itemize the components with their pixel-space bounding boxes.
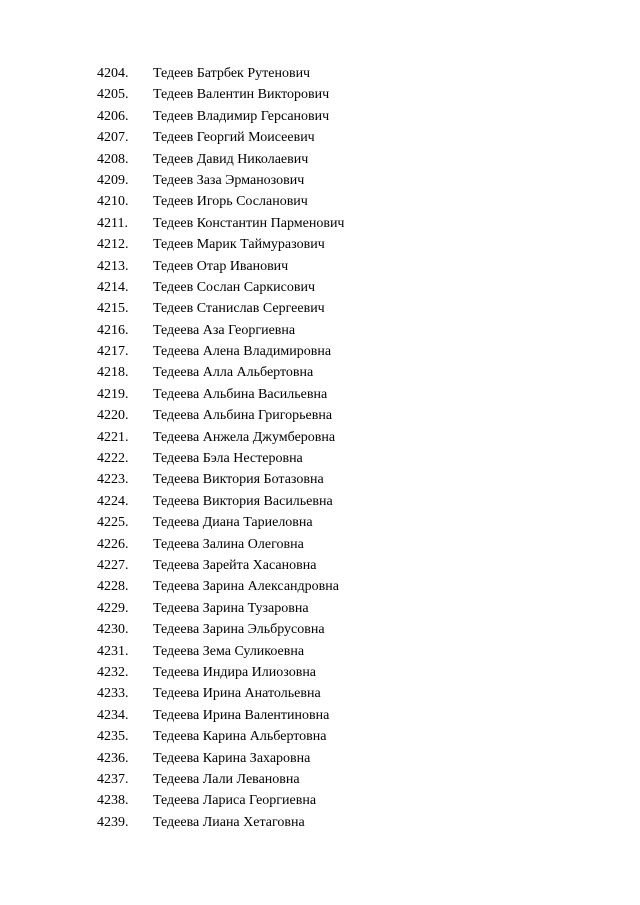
list-item (97, 191, 577, 212)
entry-number: 4232. (97, 664, 129, 680)
list-item (97, 277, 577, 298)
entry-number: 4239. (97, 814, 129, 830)
entry-name: Тедеева Индира Илиозовна (153, 664, 317, 680)
entry-name: Тедеев Игорь Сосланович (153, 194, 308, 210)
entry-number: 4213. (97, 258, 129, 274)
entry-number: 4225. (97, 515, 129, 531)
entry-name: Тедеев Станислав Сергеевич (153, 301, 325, 317)
list-item (97, 362, 577, 383)
entry-name: Тедеев Давид Николаевич (153, 151, 309, 167)
entry-number: 4215. (97, 301, 129, 317)
list-item (97, 213, 577, 234)
entry-name: Тедеева Залина Олеговна (153, 536, 304, 552)
entry-number: 4235. (97, 729, 129, 745)
entry-number: 4223. (97, 472, 129, 488)
list-item (97, 491, 577, 512)
entry-number: 4219. (97, 386, 129, 402)
entry-number: 4231. (97, 643, 129, 659)
entry-number: 4218. (97, 365, 129, 381)
entry-name: Тедеева Зарина Тузаровна (153, 600, 309, 616)
list-item (97, 405, 577, 426)
list-item (97, 127, 577, 148)
entry-number: 4216. (97, 322, 129, 338)
entry-name: Тедеева Диана Тариеловна (153, 515, 313, 531)
list-item (97, 555, 577, 576)
entry-number: 4214. (97, 279, 129, 295)
entry-number: 4211. (97, 215, 128, 231)
list-item (97, 790, 577, 811)
entry-name: Тедеева Зарина Эльбрусовна (153, 622, 325, 638)
list-item (97, 769, 577, 790)
list-item (97, 320, 577, 341)
entry-name: Тедеева Карина Захаровна (153, 750, 311, 766)
entry-number: 4207. (97, 130, 129, 146)
entry-number: 4229. (97, 600, 129, 616)
list-item (97, 234, 577, 255)
entry-name: Тедеев Валентин Викторович (153, 87, 330, 103)
entry-number: 4234. (97, 707, 129, 723)
list-item (97, 384, 577, 405)
list-item (97, 576, 577, 597)
entry-number: 4221. (97, 429, 129, 445)
entry-name: Тедеева Альбина Григорьевна (153, 408, 333, 424)
entry-name: Тедеева Зарина Александровна (153, 579, 339, 595)
entry-number: 4212. (97, 237, 129, 253)
list-item (97, 106, 577, 127)
list-item (97, 341, 577, 362)
entry-name: Тедеева Виктория Васильевна (153, 493, 333, 509)
entry-name: Тедеева Лариса Георгиевна (153, 793, 317, 809)
list-item (97, 512, 577, 533)
entry-number: 4222. (97, 451, 129, 467)
entry-number: 4237. (97, 771, 129, 787)
list-item (97, 641, 577, 662)
entry-number: 4208. (97, 151, 129, 167)
list-item (97, 598, 577, 619)
entry-name: Тедеева Лали Левановна (153, 771, 300, 787)
entry-name: Тедеева Зема Суликоевна (153, 643, 305, 659)
list-item (97, 812, 577, 833)
name-list (97, 63, 577, 833)
entry-number: 4230. (97, 622, 129, 638)
list-item (97, 298, 577, 319)
entry-name: Тедеева Ирина Анатольевна (153, 686, 321, 702)
list-item (97, 683, 577, 704)
entry-number: 4206. (97, 108, 129, 124)
entry-name: Тедеева Аза Георгиевна (153, 322, 296, 338)
entry-name: Тедеев Заза Эрманозович (153, 172, 305, 188)
list-item (97, 748, 577, 769)
list-item (97, 469, 577, 490)
entry-name: Тедеева Алла Альбертовна (153, 365, 314, 381)
entry-number: 4228. (97, 579, 129, 595)
list-item (97, 427, 577, 448)
list-item (97, 534, 577, 555)
list-item (97, 448, 577, 469)
entry-name: Тедеев Марик Таймуразович (153, 237, 325, 253)
entry-name: Тедеев Сослан Саркисович (153, 279, 316, 295)
entry-name: Тедеев Георгий Моисеевич (153, 130, 315, 146)
entry-number: 4226. (97, 536, 129, 552)
entry-name: Тедеев Владимир Герсанович (153, 108, 330, 124)
list-item (97, 256, 577, 277)
entry-name: Тедеева Карина Альбертовна (153, 729, 327, 745)
entry-number: 4227. (97, 557, 129, 573)
entry-name: Тедеев Отар Иванович (153, 258, 289, 274)
entry-number: 4204. (97, 66, 129, 81)
entry-name: Тедеева Виктория Ботазовна (153, 472, 324, 488)
entry-number: 4205. (97, 87, 129, 103)
entry-name: Тедеева Лиана Хетаговна (153, 814, 305, 830)
entry-name: Тедеева Бэла Нестеровна (153, 451, 303, 467)
entry-number: 4209. (97, 172, 129, 188)
entry-number: 4238. (97, 793, 129, 809)
list-item (97, 170, 577, 191)
list-item (97, 63, 577, 84)
entry-name: Тедеева Алена Владимировна (153, 344, 332, 360)
list-item (97, 705, 577, 726)
entry-name: Тедеев Батрбек Рутенович (153, 66, 311, 81)
entry-number: 4224. (97, 493, 129, 509)
entry-number: 4220. (97, 408, 129, 424)
list-item (97, 726, 577, 747)
list-item (97, 662, 577, 683)
list-item (97, 149, 577, 170)
entry-number: 4233. (97, 686, 129, 702)
entry-name: Тедеева Альбина Васильевна (153, 386, 328, 402)
entry-name: Тедеева Анжела Джумберовна (153, 429, 336, 445)
entry-name: Тедеев Константин Парменович (153, 215, 345, 231)
entry-number: 4236. (97, 750, 129, 766)
entry-name: Тедеева Зарейта Хасановна (153, 557, 317, 573)
entry-name: Тедеева Ирина Валентиновна (153, 707, 330, 723)
list-item (97, 619, 577, 640)
entry-number: 4217. (97, 344, 129, 360)
entry-number: 4210. (97, 194, 129, 210)
list-item (97, 84, 577, 105)
